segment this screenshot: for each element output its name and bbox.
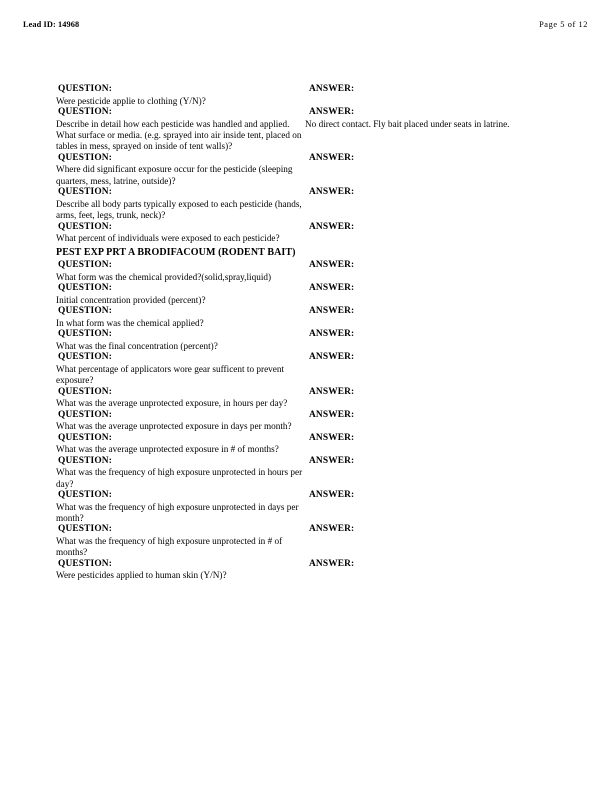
answer-label: ANSWER: <box>309 558 355 569</box>
question-text: What was the average unprotected exposure, in hours per day? <box>56 398 288 409</box>
qa-text-line <box>56 398 576 409</box>
question-text: Describe in detail how each pesticide was handled and applied. What surface or media. (e.g. sprayed into air inside tent, placed on tables in mess, sprayed on inside of tent walls)? <box>56 118 302 152</box>
question-label: QUESTION: <box>58 221 112 232</box>
question-text: What was the frequency of high exposure unprotected in days per month? <box>56 501 299 523</box>
question-label: QUESTION: <box>58 489 112 500</box>
question-text: Initial concentration provided (percent)? <box>56 294 206 305</box>
answer-label: ANSWER: <box>309 306 355 317</box>
qa-label-line <box>56 222 576 234</box>
question-label: QUESTION: <box>58 306 112 317</box>
qa-text-line <box>56 233 576 244</box>
qa-row <box>56 187 576 221</box>
qa-row <box>56 84 576 107</box>
qa-label-line <box>56 283 576 295</box>
question-text: What was the frequency of high exposure unprotected in hours per day? <box>56 467 303 489</box>
answer-label: ANSWER: <box>309 352 355 363</box>
question-label: QUESTION: <box>58 558 112 569</box>
qa-row <box>56 260 576 283</box>
answer-label: ANSWER: <box>309 187 355 198</box>
qa-label-line <box>56 490 576 502</box>
question-text: What was the frequency of high exposure unprotected in # of months? <box>56 535 283 558</box>
qa-row <box>56 329 576 352</box>
qa-label-line <box>56 306 576 318</box>
qa-label-line <box>56 187 576 199</box>
qa-label-line <box>56 352 576 364</box>
question-text: What percent of individuals were exposed to each pesticide? <box>56 233 280 244</box>
qa-text-line <box>56 502 576 525</box>
question-text: Describe all body parts typically exposed to each pesticide (hands, arms, feet, legs, trunk, neck)? <box>56 198 302 221</box>
question-label: QUESTION: <box>58 260 112 271</box>
qa-text-line <box>56 536 576 559</box>
qa-label-line <box>56 329 576 341</box>
question-label: QUESTION: <box>58 455 112 466</box>
question-label: QUESTION: <box>58 386 112 397</box>
qa-row <box>56 352 576 386</box>
qa-text-line <box>56 444 576 455</box>
qa-text-line <box>56 119 576 153</box>
qa-text-line <box>56 421 576 432</box>
answer-label: ANSWER: <box>309 524 355 535</box>
qa-text-line <box>56 272 576 283</box>
question-label: QUESTION: <box>58 283 112 294</box>
answer-label: ANSWER: <box>309 283 355 294</box>
question-label: QUESTION: <box>58 107 112 117</box>
qa-text-line <box>56 341 576 352</box>
qa-label-line <box>56 559 576 571</box>
qa-row <box>56 433 576 456</box>
answer-label: ANSWER: <box>309 455 355 466</box>
qa-text-line <box>56 318 576 329</box>
question-text: Were pesticides applied to human skin (Y/N)? <box>56 570 227 581</box>
question-label: QUESTION: <box>58 524 112 535</box>
qa-list <box>56 84 576 582</box>
qa-label-line <box>56 410 576 422</box>
qa-text-line <box>56 570 576 581</box>
qa-label-line <box>56 107 576 119</box>
question-label: QUESTION: <box>58 352 112 363</box>
qa-row <box>56 306 576 329</box>
question-label: QUESTION: <box>58 409 112 420</box>
question-label: QUESTION: <box>58 329 112 340</box>
answer-label: ANSWER: <box>309 329 355 340</box>
question-text: What was the average unprotected exposure in # of months? <box>56 444 279 455</box>
answer-label: ANSWER: <box>309 152 355 163</box>
question-label: QUESTION: <box>58 187 112 198</box>
qa-text-line <box>56 467 576 490</box>
answer-label: ANSWER: <box>309 489 355 500</box>
question-label: QUESTION: <box>58 152 112 163</box>
question-text: What form was the chemical provided?(solid,spray,liquid) <box>56 271 272 282</box>
qa-row <box>56 222 576 245</box>
qa-row <box>56 283 576 306</box>
qa-row <box>56 456 576 490</box>
section-heading: PEST EXP PRT A BRODIFACOUM (RODENT BAIT) <box>56 246 296 258</box>
qa-row <box>56 410 576 433</box>
question-label: QUESTION: <box>58 84 112 94</box>
answer-text: No direct contact. Fly bait placed under seats in latrine. <box>305 118 510 129</box>
qa-label-line <box>56 387 576 399</box>
qa-text-line <box>56 364 576 387</box>
qa-label-line <box>56 456 576 468</box>
qa-label-line <box>56 524 576 536</box>
qa-label-line <box>56 433 576 445</box>
qa-row <box>56 107 576 153</box>
answer-label: ANSWER: <box>309 260 355 271</box>
answer-label: ANSWER: <box>309 386 355 397</box>
lead-id-text: Lead ID: 14968 <box>23 20 80 29</box>
qa-label-line <box>56 260 576 272</box>
qa-label-line <box>56 153 576 165</box>
question-text: Where did significant exposure occur for the pesticide (sleeping quarters, mess, latrine, outside)? <box>56 164 293 186</box>
question-text: What percentage of applicators wore gear sufficent to prevent exposure? <box>56 363 285 386</box>
qa-label-line <box>56 84 576 96</box>
qa-row <box>56 153 576 187</box>
question-text: In what form was the chemical applied? <box>56 317 204 328</box>
answer-label: ANSWER: <box>309 432 355 443</box>
qa-row <box>56 387 576 410</box>
answer-label: ANSWER: <box>309 84 355 94</box>
answer-label: ANSWER: <box>309 409 355 420</box>
qa-text-line <box>56 164 576 187</box>
qa-text-line <box>56 295 576 306</box>
answer-label: ANSWER: <box>309 221 355 232</box>
qa-row <box>56 490 576 524</box>
qa-row <box>56 559 576 582</box>
page-number-text: Page 5 of 12 <box>539 20 588 29</box>
question-text: What was the final concentration (percent)? <box>56 340 218 351</box>
page-header <box>0 20 611 34</box>
qa-text-line <box>56 96 576 107</box>
question-text: Were pesticide applie to clothing (Y/N)? <box>56 95 206 106</box>
question-text: What was the average unprotected exposure in days per month? <box>56 421 292 432</box>
qa-row <box>56 524 576 558</box>
answer-label: ANSWER: <box>309 107 355 117</box>
question-label: QUESTION: <box>58 432 112 443</box>
qa-text-line <box>56 199 576 222</box>
